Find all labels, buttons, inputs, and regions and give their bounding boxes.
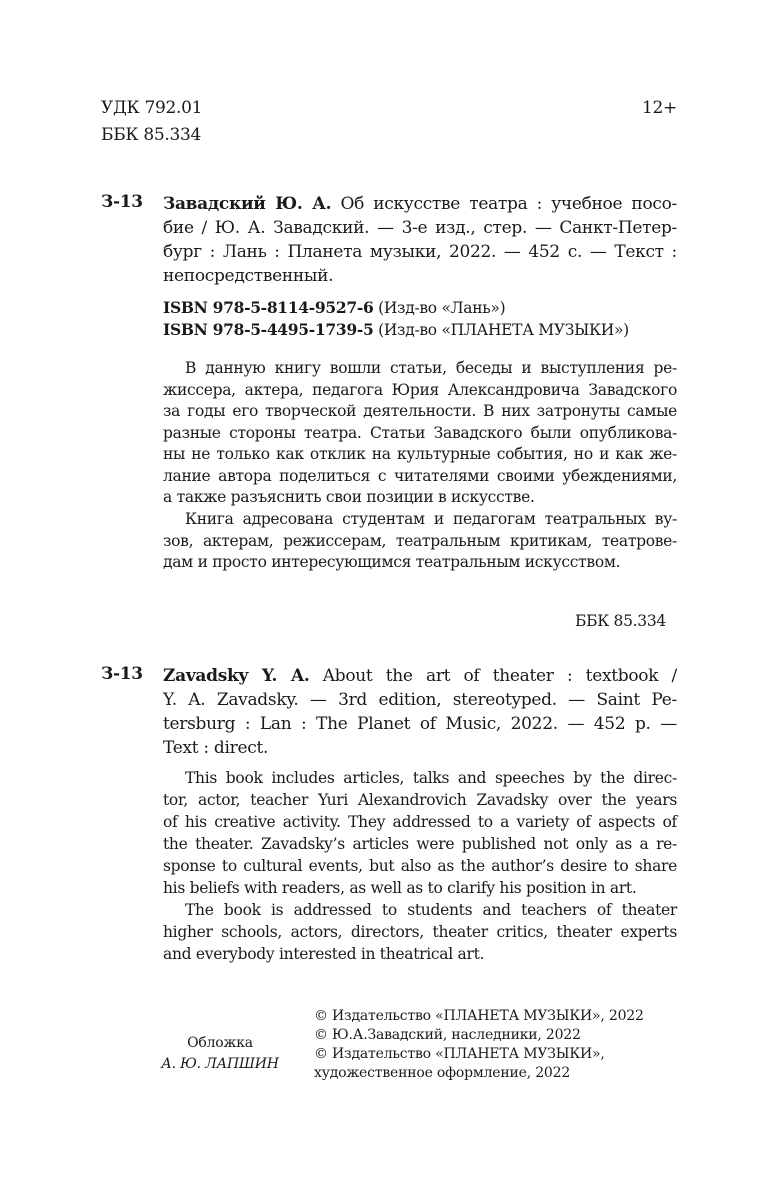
- cover-credit: [140, 1033, 300, 1075]
- isbn-line: ISBN 978-5-4495-1739-5 (Изд-во «ПЛАНЕТА МУЗЫКИ»): [163, 320, 629, 339]
- ru-citation-author: Завадский Ю. А.: [163, 194, 332, 214]
- copyright-line: © Издательство «ПЛАНЕТА МУЗЫКИ», 2022: [314, 1008, 644, 1024]
- cover-credit-label: Обложка: [187, 1035, 253, 1051]
- en-abstract: This book includes articles, talks and speeches by the direc- tor, actor, teacher Yuri Alexandrovich Zavadsky over the years of his creative activity. They addressed to a variety of aspects of the theater. Zavadsky’s articles were published not only as a re- sponse to cultural events, but also as the author’s desire to share his beliefs with readers, as well as to clarify his position in art.: [163, 769, 677, 897]
- en-audience: The book is addressed to students and teachers of theater higher schools, actors, directors, theater critics, theater experts and everybody interested in theatrical art.: [163, 901, 677, 963]
- bbk-code: ББК 85.334: [101, 125, 202, 145]
- en-entry-code: З-13: [101, 664, 143, 684]
- isbn-list: [163, 297, 629, 341]
- en-citation-author: Zavadsky Y. A.: [163, 666, 310, 686]
- copyright-line: художественное оформление, 2022: [314, 1065, 571, 1081]
- copyright-line: © Издательство «ПЛАНЕТА МУЗЫКИ»,: [314, 1046, 605, 1062]
- udk-code: УДК 792.01: [101, 98, 203, 118]
- ru-audience: Книга адресована студентам и педагогам театральных ву- зов, актерам, режиссерам, театральным критикам, театрове- дам и просто интересующимся театральным искусством.: [163, 510, 677, 571]
- isbn-line: ISBN 978-5-8114-9527-6 (Изд-во «Лань»): [163, 298, 506, 317]
- age-rating: 12+: [642, 98, 677, 118]
- bbk-bottom: ББК 85.334: [575, 612, 666, 630]
- ru-entry-code: З-13: [101, 192, 143, 212]
- cover-credit-name: А. Ю. ЛАПШИН: [161, 1056, 279, 1072]
- en-citation: Zavadsky Y. A. About the art of theater : textbook / Y. A. Zavadsky. — 3rd edition, stereotyped. — Saint Pe- tersburg : Lan : The Planet of Music, 2022. — 452 p. — Text : direct.: [163, 666, 677, 758]
- copyright-line: © Ю.А.Завадский, наследники, 2022: [314, 1027, 581, 1043]
- copyright-block: [314, 1007, 644, 1083]
- ru-citation: Завадский Ю. А. Об искусстве театра : учебное посо- бие / Ю. А. Завадский. — 3-е изд., стер. — Санкт-Петер- бург : Лань : Планета музыки, 2022. — 452 с. — Текст : непосредственный.: [163, 194, 677, 286]
- ru-abstract: В данную книгу вошли статьи, беседы и выступления ре- жиссера, актера, педагога Юрия Александровича Завадского за годы его творческой деятельности. В них затронуты самые разные стороны театра. Статьи Завадского были опубликова- ны не только как отклик на культурные события, но и как же- лание автора поделиться с читателями своими убеждениями, а также разъяснить свои позиции в искусстве.: [163, 359, 677, 506]
